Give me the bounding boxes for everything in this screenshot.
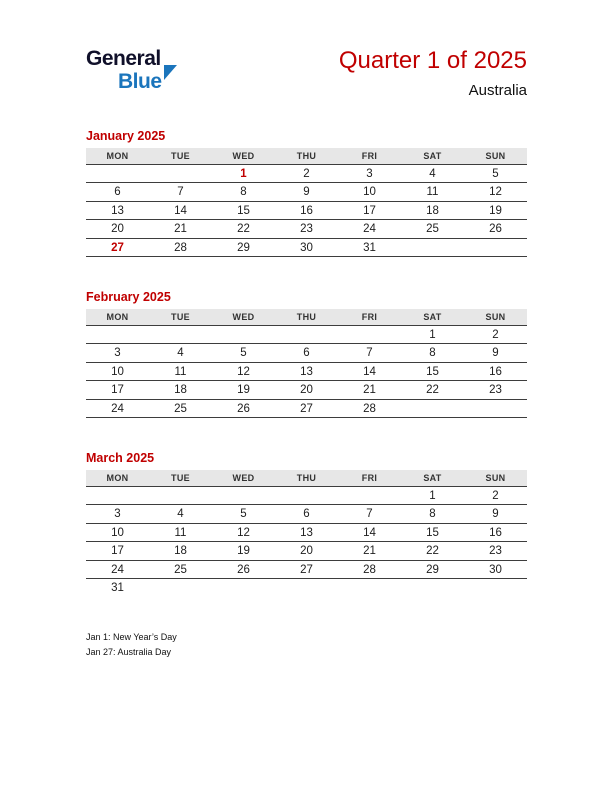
date-cell-february-2025-20: 20 <box>275 381 338 400</box>
date-cell-march-2025-2: 2 <box>464 486 527 505</box>
page-subtitle: Australia <box>468 82 527 100</box>
empty-cell <box>401 238 464 257</box>
empty-cell <box>149 325 212 344</box>
date-cell-january-2025-25: 25 <box>401 220 464 239</box>
week-row <box>86 579 527 598</box>
date-cell-january-2025-31: 31 <box>338 238 401 257</box>
date-cell-january-2025-5: 5 <box>464 164 527 183</box>
date-cell-january-2025-8: 8 <box>212 183 275 202</box>
month-title-february-2025: February 2025 <box>86 290 171 305</box>
date-cell-march-2025-17: 17 <box>86 542 149 561</box>
empty-cell <box>401 579 464 598</box>
date-cell-march-2025-28: 28 <box>338 560 401 579</box>
date-cell-february-2025-11: 11 <box>149 362 212 381</box>
title-block <box>339 48 527 99</box>
date-cell-january-2025-1: 1 <box>212 164 275 183</box>
empty-cell <box>86 486 149 505</box>
date-cell-january-2025-27: 27 <box>86 238 149 257</box>
empty-cell <box>275 486 338 505</box>
empty-cell <box>338 579 401 598</box>
day-header-wed: WED <box>212 148 275 164</box>
day-header-sun: SUN <box>464 470 527 486</box>
empty-cell <box>275 325 338 344</box>
week-row <box>86 201 527 220</box>
date-cell-january-2025-28: 28 <box>149 238 212 257</box>
month-february-2025 <box>86 290 527 418</box>
date-cell-march-2025-14: 14 <box>338 523 401 542</box>
empty-cell <box>86 164 149 183</box>
date-cell-january-2025-29: 29 <box>212 238 275 257</box>
general-blue-logo <box>86 48 177 92</box>
empty-cell <box>86 325 149 344</box>
week-row <box>86 542 527 561</box>
date-cell-march-2025-8: 8 <box>401 505 464 524</box>
date-cell-january-2025-16: 16 <box>275 201 338 220</box>
date-cell-january-2025-30: 30 <box>275 238 338 257</box>
week-row <box>86 164 527 183</box>
date-cell-february-2025-5: 5 <box>212 344 275 363</box>
calendar-body <box>86 486 527 597</box>
day-header-tue: TUE <box>149 148 212 164</box>
date-cell-march-2025-12: 12 <box>212 523 275 542</box>
day-header-tue: TUE <box>149 309 212 325</box>
date-cell-march-2025-22: 22 <box>401 542 464 561</box>
date-cell-january-2025-10: 10 <box>338 183 401 202</box>
date-cell-january-2025-17: 17 <box>338 201 401 220</box>
date-cell-march-2025-16: 16 <box>464 523 527 542</box>
empty-cell <box>212 325 275 344</box>
date-cell-january-2025-9: 9 <box>275 183 338 202</box>
day-header-row <box>86 309 527 325</box>
date-cell-february-2025-1: 1 <box>401 325 464 344</box>
day-header-mon: MON <box>86 148 149 164</box>
date-cell-march-2025-9: 9 <box>464 505 527 524</box>
day-header-sun: SUN <box>464 148 527 164</box>
day-header-thu: THU <box>275 148 338 164</box>
date-cell-january-2025-3: 3 <box>338 164 401 183</box>
empty-cell <box>464 579 527 598</box>
date-cell-february-2025-6: 6 <box>275 344 338 363</box>
date-cell-february-2025-4: 4 <box>149 344 212 363</box>
empty-cell <box>149 164 212 183</box>
holiday-note: Jan 1: New Year’s Day <box>86 632 177 643</box>
date-cell-february-2025-27: 27 <box>275 399 338 418</box>
date-cell-march-2025-25: 25 <box>149 560 212 579</box>
day-header-sun: SUN <box>464 309 527 325</box>
date-cell-january-2025-19: 19 <box>464 201 527 220</box>
date-cell-january-2025-14: 14 <box>149 201 212 220</box>
empty-cell <box>464 238 527 257</box>
holiday-note: Jan 27: Australia Day <box>86 647 172 658</box>
empty-cell <box>212 486 275 505</box>
date-cell-february-2025-18: 18 <box>149 381 212 400</box>
date-cell-february-2025-19: 19 <box>212 381 275 400</box>
page-header <box>86 48 527 99</box>
date-cell-march-2025-19: 19 <box>212 542 275 561</box>
empty-cell <box>338 486 401 505</box>
day-header-fri: FRI <box>338 148 401 164</box>
date-cell-march-2025-6: 6 <box>275 505 338 524</box>
date-cell-january-2025-2: 2 <box>275 164 338 183</box>
month-march-2025 <box>86 451 527 597</box>
date-cell-march-2025-18: 18 <box>149 542 212 561</box>
date-cell-february-2025-15: 15 <box>401 362 464 381</box>
day-header-sat: SAT <box>401 148 464 164</box>
date-cell-march-2025-30: 30 <box>464 560 527 579</box>
date-cell-january-2025-18: 18 <box>401 201 464 220</box>
date-cell-february-2025-8: 8 <box>401 344 464 363</box>
date-cell-february-2025-17: 17 <box>86 381 149 400</box>
day-header-thu: THU <box>275 470 338 486</box>
date-cell-february-2025-21: 21 <box>338 381 401 400</box>
date-cell-february-2025-24: 24 <box>86 399 149 418</box>
date-cell-march-2025-27: 27 <box>275 560 338 579</box>
date-cell-january-2025-24: 24 <box>338 220 401 239</box>
calendar-body <box>86 325 527 418</box>
date-cell-march-2025-24: 24 <box>86 560 149 579</box>
date-cell-january-2025-11: 11 <box>401 183 464 202</box>
date-cell-february-2025-2: 2 <box>464 325 527 344</box>
calendar-head <box>86 148 527 164</box>
date-cell-march-2025-13: 13 <box>275 523 338 542</box>
date-cell-january-2025-22: 22 <box>212 220 275 239</box>
date-cell-january-2025-6: 6 <box>86 183 149 202</box>
date-cell-january-2025-21: 21 <box>149 220 212 239</box>
holiday-notes <box>86 630 527 660</box>
day-header-wed: WED <box>212 309 275 325</box>
date-cell-march-2025-20: 20 <box>275 542 338 561</box>
week-row <box>86 560 527 579</box>
date-cell-february-2025-3: 3 <box>86 344 149 363</box>
day-header-mon: MON <box>86 309 149 325</box>
date-cell-march-2025-10: 10 <box>86 523 149 542</box>
date-cell-february-2025-13: 13 <box>275 362 338 381</box>
date-cell-january-2025-20: 20 <box>86 220 149 239</box>
date-cell-february-2025-14: 14 <box>338 362 401 381</box>
date-cell-march-2025-7: 7 <box>338 505 401 524</box>
logo-triangle-icon <box>164 65 177 80</box>
date-cell-march-2025-31: 31 <box>111 582 124 595</box>
date-cell-february-2025-7: 7 <box>338 344 401 363</box>
week-row <box>86 381 527 400</box>
date-cell-march-2025-5: 5 <box>212 505 275 524</box>
week-row <box>86 505 527 524</box>
empty-cell <box>401 399 464 418</box>
date-cell-march-2025-26: 26 <box>212 560 275 579</box>
date-cell-february-2025-25: 25 <box>149 399 212 418</box>
date-cell-february-2025-23: 23 <box>464 381 527 400</box>
calendar-table-january-2025 <box>86 148 527 257</box>
date-cell-march-2025-3: 3 <box>86 505 149 524</box>
date-cell-february-2025-28: 28 <box>338 399 401 418</box>
date-cell-february-2025-22: 22 <box>401 381 464 400</box>
date-cell-february-2025-26: 26 <box>212 399 275 418</box>
day-header-sat: SAT <box>401 470 464 486</box>
calendar-table-february-2025 <box>86 309 527 418</box>
date-cell-january-2025-23: 23 <box>275 220 338 239</box>
date-cell-january-2025-12: 12 <box>464 183 527 202</box>
week-row <box>86 220 527 239</box>
date-cell-january-2025-15: 15 <box>212 201 275 220</box>
empty-cell <box>212 579 275 598</box>
date-cell-march-2025-21: 21 <box>338 542 401 561</box>
empty-cell <box>275 579 338 598</box>
date-cell-march-2025-15: 15 <box>401 523 464 542</box>
week-row <box>86 486 527 505</box>
date-cell-january-2025-13: 13 <box>86 201 149 220</box>
date-cell-february-2025-12: 12 <box>212 362 275 381</box>
date-cell-march-2025-29: 29 <box>401 560 464 579</box>
date-cell-march-2025-11: 11 <box>149 523 212 542</box>
week-row <box>86 523 527 542</box>
date-cell-february-2025-16: 16 <box>464 362 527 381</box>
week-row <box>86 362 527 381</box>
month-january-2025 <box>86 129 527 257</box>
months-container <box>86 129 527 597</box>
date-cell-march-2025-1: 1 <box>401 486 464 505</box>
date-cell-january-2025-7: 7 <box>149 183 212 202</box>
week-row <box>86 399 527 418</box>
day-header-mon: MON <box>86 470 149 486</box>
calendar-head <box>86 309 527 325</box>
day-header-fri: FRI <box>338 309 401 325</box>
calendar-head <box>86 470 527 486</box>
logo-text-blue: Blue <box>118 70 162 93</box>
date-cell-january-2025-26: 26 <box>464 220 527 239</box>
day-header-wed: WED <box>212 470 275 486</box>
date-cell-march-2025-4: 4 <box>149 505 212 524</box>
empty-cell <box>149 579 212 598</box>
month-title-march-2025: March 2025 <box>86 451 155 466</box>
week-row <box>86 325 527 344</box>
date-cell-january-2025-4: 4 <box>401 164 464 183</box>
logo-text-general: General <box>86 47 161 70</box>
date-cell-february-2025-9: 9 <box>464 344 527 363</box>
day-header-thu: THU <box>275 309 338 325</box>
empty-cell <box>149 486 212 505</box>
empty-cell <box>464 399 527 418</box>
calendar-table-march-2025 <box>86 470 527 597</box>
week-row <box>86 344 527 363</box>
week-row <box>86 238 527 257</box>
week-row <box>86 183 527 202</box>
day-header-tue: TUE <box>149 470 212 486</box>
month-title-january-2025: January 2025 <box>86 129 166 144</box>
empty-cell <box>338 325 401 344</box>
day-header-row <box>86 470 527 486</box>
page-title: Quarter 1 of 2025 <box>338 47 527 74</box>
date-cell-february-2025-10: 10 <box>86 362 149 381</box>
day-header-row <box>86 148 527 164</box>
calendar-body <box>86 164 527 257</box>
day-header-fri: FRI <box>338 470 401 486</box>
day-header-sat: SAT <box>401 309 464 325</box>
logo-row-blue <box>118 71 177 92</box>
date-cell-march-2025-23: 23 <box>464 542 527 561</box>
